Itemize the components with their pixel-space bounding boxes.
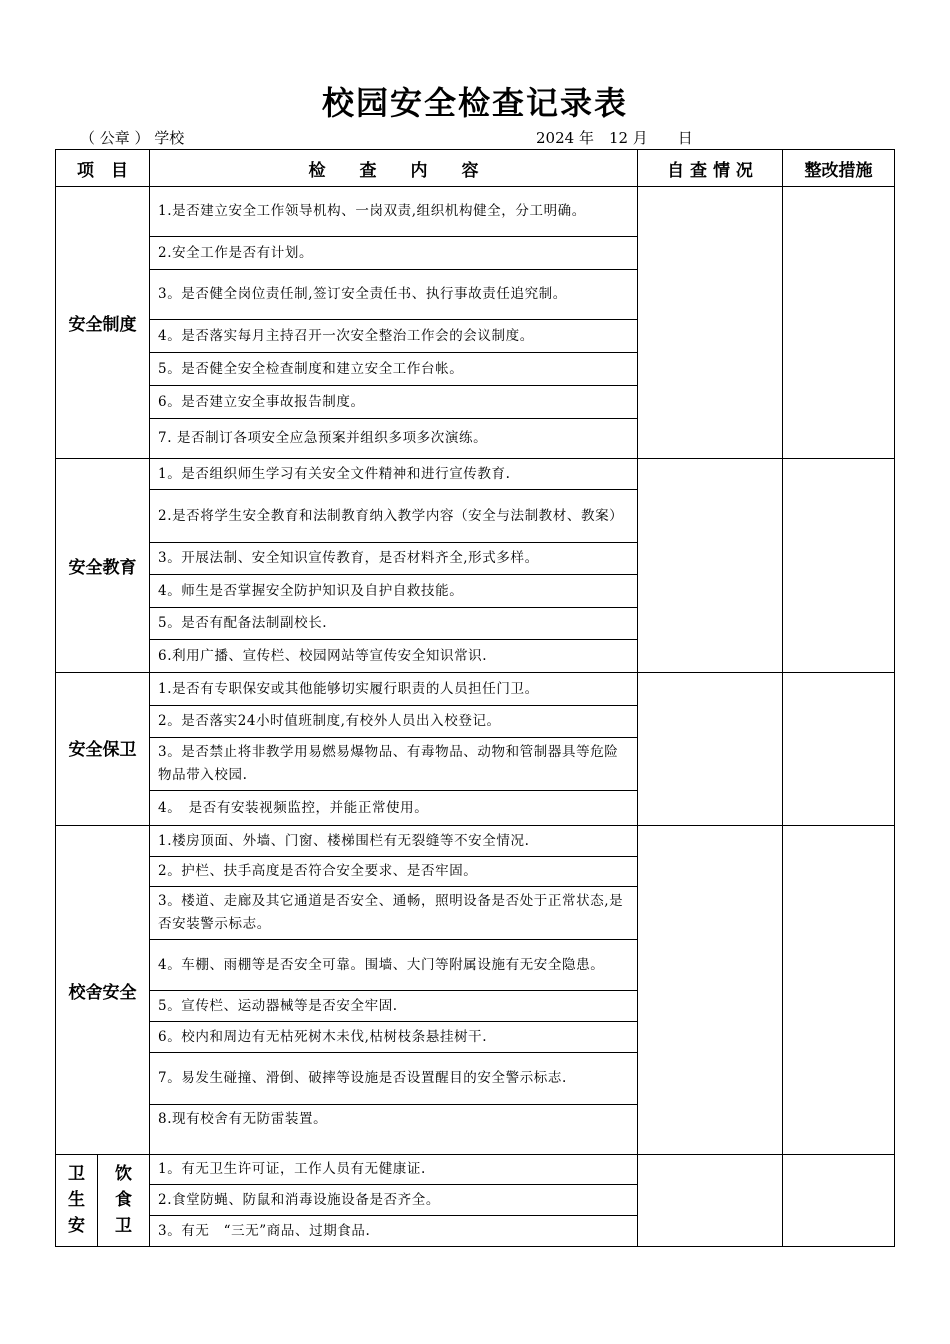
check-item: 2.食堂防蝇、防鼠和消毒设施设备是否齐全。	[150, 1185, 638, 1216]
check-item: 8.现有校舍有无防雷装置。	[150, 1105, 638, 1155]
check-item: 5。宣传栏、运动器械等是否安全牢固.	[150, 991, 638, 1022]
check-item: 5。是否有配备法制副校长.	[150, 608, 638, 640]
table-header-row	[56, 150, 895, 187]
check-item: 2.是否将学生安全教育和法制教育纳入教学内容（安全与法制教材、教案）	[150, 490, 638, 543]
subcategory-food-label: 饮食卫	[115, 1164, 132, 1236]
table-row	[56, 1155, 895, 1185]
check-item: 3。有无 “三无”商品、过期食品.	[150, 1216, 638, 1247]
check-item: 1.是否有专职保安或其他能够切实履行职责的人员担任门卫。	[150, 673, 638, 706]
check-item: 7。易发生碰撞、滑倒、破摔等设施是否设置醒目的安全警示标志.	[150, 1053, 638, 1105]
category-safety-system: 安全制度	[56, 187, 150, 459]
school-stamp-label: （ 公章 ） 学校	[80, 129, 185, 147]
check-item: 1.楼房顶面、外墙、门窗、楼梯围栏有无裂缝等不安全情况.	[150, 826, 638, 857]
table-row	[56, 673, 895, 706]
column-header-item: 项 目	[56, 150, 150, 187]
check-item: 3。楼道、走廊及其它通道是否安全、通畅，照明设备是否处于正常状态,是否安装警示标志。	[150, 887, 638, 940]
rectify-cell[interactable]	[783, 1155, 895, 1247]
check-item: 7. 是否制订各项安全应急预案并组织多项多次演练。	[150, 419, 638, 459]
check-item: 4。 是否有安装视频监控，并能正常使用。	[150, 791, 638, 826]
self-check-cell[interactable]	[638, 673, 783, 826]
self-check-cell[interactable]	[638, 459, 783, 673]
check-item: 4。师生是否掌握安全防护知识及自护自救技能。	[150, 575, 638, 608]
check-item: 3。是否禁止将非教学用易燃易爆物品、有毒物品、动物和管制器具等危险物品带入校园.	[150, 738, 638, 791]
page-title: 校园安全检查记录表	[321, 84, 628, 122]
category-building-safety: 校舍安全	[56, 826, 150, 1155]
category-hygiene-label: 卫生安	[68, 1164, 85, 1236]
check-item: 2。是否落实24小时值班制度,有校外人员出入校登记。	[150, 706, 638, 738]
check-item: 6。校内和周边有无枯死树木未伐,枯树枝条悬挂树干.	[150, 1022, 638, 1053]
rectify-cell[interactable]	[783, 673, 895, 826]
category-security-guard: 安全保卫	[56, 673, 150, 826]
check-item: 2。护栏、扶手高度是否符合安全要求、是否牢固。	[150, 857, 638, 887]
check-item: 3。开展法制、安全知识宣传教育，是否材料齐全,形式多样。	[150, 543, 638, 575]
inspection-table	[55, 149, 895, 1247]
self-check-cell[interactable]	[638, 1155, 783, 1247]
check-item: 6.利用广播、宣传栏、校园网站等宣传安全知识常识.	[150, 640, 638, 673]
self-check-cell[interactable]	[638, 187, 783, 459]
check-item: 1。是否组织师生学习有关安全文件精神和进行宣传教育.	[150, 459, 638, 490]
table-row	[56, 826, 895, 857]
check-item: 5。是否健全安全检查制度和建立安全工作台帐。	[150, 353, 638, 386]
subcategory-food-hygiene	[98, 1155, 150, 1247]
rectify-cell[interactable]	[783, 187, 895, 459]
check-item: 3。是否健全岗位责任制,签订安全责任书、执行事故责任追究制。	[150, 270, 638, 320]
rectify-cell[interactable]	[783, 459, 895, 673]
check-item: 6。是否建立安全事故报告制度。	[150, 386, 638, 419]
rectify-cell[interactable]	[783, 826, 895, 1155]
column-header-self-check: 自 查 情 况	[638, 150, 783, 187]
check-item: 1。有无卫生许可证，工作人员有无健康证.	[150, 1155, 638, 1185]
self-check-cell[interactable]	[638, 826, 783, 1155]
category-hygiene-safety	[56, 1155, 98, 1247]
table-row	[56, 187, 895, 237]
check-item: 4。车棚、雨棚等是否安全可靠。围墙、大门等附属设施有无安全隐患。	[150, 940, 638, 991]
category-safety-education: 安全教育	[56, 459, 150, 673]
column-header-rectify: 整改措施	[783, 150, 895, 187]
date-label: 2024 年 12 月 日	[536, 129, 693, 147]
check-item: 1.是否建立安全工作领导机构、一岗双责,组织机构健全，分工明确。	[150, 187, 638, 237]
check-item: 2.安全工作是否有计划。	[150, 237, 638, 270]
table-row	[56, 459, 895, 490]
column-header-content: 检 查 内 容	[150, 150, 638, 187]
check-item: 4。是否落实每月主持召开一次安全整治工作会的会议制度。	[150, 320, 638, 353]
